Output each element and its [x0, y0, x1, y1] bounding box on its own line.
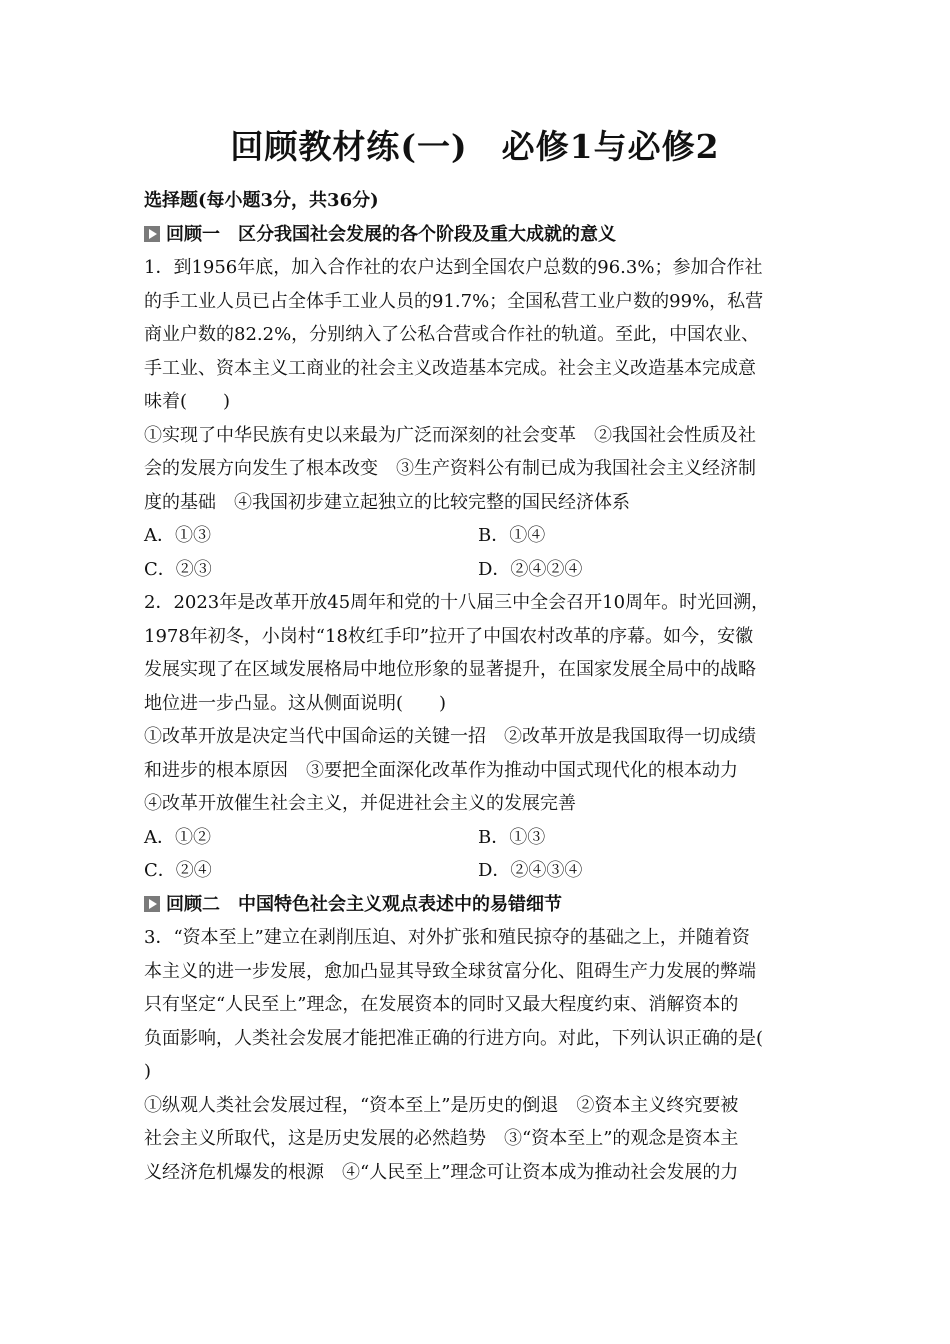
question-2-statement-line: ④改革开放催生社会主义，并促进社会主义的发展完善 — [144, 793, 576, 814]
question-1-stem-line: 手工业、资本主义工商业的社会主义改造基本完成。社会主义改造基本完成意 — [144, 357, 756, 379]
question-3-stem-line: 3．“资本至上”建立在剥削压迫、对外扩张和殖民掠夺的基础之上，并随着资 — [144, 927, 750, 948]
question-1-stem-line: 1．到1956年底，加入合作社的农户达到全国农户总数的96.3%；参加合作社 — [144, 257, 763, 278]
question-2-options-row — [144, 821, 814, 855]
option-a: A．①③ — [144, 525, 211, 546]
review-heading-1 — [144, 218, 814, 252]
document-body — [144, 184, 814, 1189]
question-1-statement-line: 会的发展方向发生了根本改变 ③生产资料公有制已成为我国社会主义经济制 — [144, 458, 756, 479]
question-1-stem-line: 的手工业人员已占全体手工业人员的91.7%；全国私营工业户数的99%，私营 — [144, 290, 764, 312]
question-3-statement-line: 社会主义所取代，这是历史发展的必然趋势 ③“资本至上”的观念是资本主 — [144, 1128, 739, 1149]
play-triangle-icon — [144, 896, 160, 912]
question-3-statement-line: 义经济危机爆发的根源 ④“人民至上”理念可让资本成为推动社会发展的力 — [144, 1161, 739, 1183]
question-2-stem-line: 地位进一步凸显。这从侧面说明( ) — [144, 692, 447, 714]
question-2 — [144, 586, 814, 888]
option-c: C．②③ — [144, 558, 212, 580]
question-3-stem-line: 本主义的进一步发展，愈加凸显其导致全球贫富分化、阻碍生产力发展的弊端 — [144, 960, 756, 982]
question-1-options-row — [144, 519, 814, 553]
review-heading-2-text: 回顾二 中国特色社会主义观点表述中的易错细节 — [166, 893, 562, 915]
question-1-statement-line: ①实现了中华民族有史以来最为广泛而深刻的社会变革 ②我国社会性质及社 — [144, 424, 756, 446]
option-b: B．①③ — [478, 826, 546, 848]
option-a: A．①② — [144, 826, 211, 848]
question-2-statement-line: ①改革开放是决定当代中国命运的关键一招 ②改革开放是我国取得一切成绩 — [144, 726, 756, 747]
review-heading-2 — [144, 888, 814, 922]
question-2-stem-line: 2．2023年是改革开放45周年和党的十八届三中全会召开10周年。时光回溯， — [144, 592, 770, 613]
option-b: B．①④ — [478, 525, 546, 546]
question-3 — [144, 921, 814, 1189]
option-c: C．②④ — [144, 860, 212, 881]
question-1-stem-line: 味着( ) — [144, 391, 231, 412]
question-2-stem-line: 1978年初冬，小岗村“18枚红手印”拉开了中国农村改革的序幕。如今，安徽 — [144, 625, 754, 647]
question-1-options-row — [144, 553, 814, 587]
question-2-stem-line: 发展实现了在区域发展格局中地位形象的显著提升，在国家发展全局中的战略 — [144, 659, 756, 680]
review-heading-1-text: 回顾一 区分我国社会发展的各个阶段及重大成就的意义 — [166, 223, 616, 245]
question-1-stem-line: 商业户数的82.2%，分别纳入了公私合营或合作社的轨道。至此，中国农业、 — [144, 324, 760, 345]
question-3-statement-line: ①纵观人类社会发展过程，“资本至上”是历史的倒退 ②资本主义终究要被 — [144, 1094, 739, 1116]
option-d: D．②④②④ — [478, 558, 583, 580]
question-1-statement-line: 度的基础 ④我国初步建立起独立的比较完整的国民经济体系 — [144, 491, 630, 513]
question-3-stem-line: 负面影响，人类社会发展才能把准正确的行进方向。对此，下列认识正确的是( — [144, 1027, 764, 1049]
question-2-statement-line: 和进步的根本原因 ③要把全面深化改革作为推动中国式现代化的根本动力 — [144, 759, 738, 781]
question-3-stem-line: ) — [144, 1061, 152, 1082]
section-header: 选择题(每小题3分，共36分) — [144, 190, 379, 211]
option-d: D．②④③④ — [478, 860, 583, 881]
page-title: 回顾教材练(一) 必修1与必修2 — [230, 127, 720, 166]
play-triangle-icon — [144, 226, 160, 242]
question-1 — [144, 251, 814, 586]
question-3-stem-line: 只有坚定“人民至上”理念，在发展资本的同时又最大程度约束、消解资本的 — [144, 994, 739, 1015]
question-2-options-row — [144, 854, 814, 888]
